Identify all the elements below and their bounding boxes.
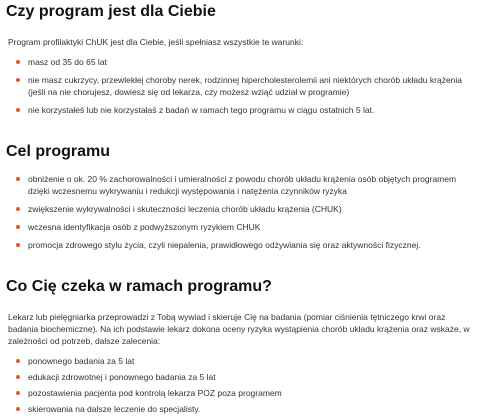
bullet-icon bbox=[16, 407, 20, 411]
section-title: Co Cię czeka w ramach programu? bbox=[6, 278, 272, 295]
section-title: Czy program jest dla Ciebie bbox=[6, 3, 216, 20]
list-item bbox=[16, 203, 471, 215]
bullet-icon bbox=[16, 391, 20, 395]
list-item-text: pozostawienia pacjenta pod kontrolą lekarza POZ poza programem bbox=[28, 388, 282, 398]
list-item bbox=[16, 173, 471, 197]
bullet-list bbox=[16, 56, 471, 116]
bullet-list bbox=[16, 355, 471, 415]
list-item bbox=[16, 56, 471, 68]
list-item-text: zwiększenie wykrywalności i skuteczności leczenia chorób układu krążenia (CHUK) bbox=[28, 204, 342, 214]
section-intro: Program profilaktyki ChUK jest dla Ciebie, jeśli spełniasz wszystkie te warunki: bbox=[8, 37, 304, 47]
bullet-list bbox=[16, 173, 471, 251]
bullet-icon bbox=[16, 78, 20, 82]
bullet-icon bbox=[16, 243, 20, 247]
bullet-icon bbox=[16, 375, 20, 379]
list-item-text: edukacji zdrowotnej i ponownego badania za 5 lat bbox=[28, 372, 216, 382]
list-item bbox=[16, 239, 471, 251]
list-item-text: ponownego badania za 5 lat bbox=[28, 356, 135, 366]
section-title: Cel programu bbox=[6, 143, 111, 160]
list-item bbox=[16, 104, 471, 116]
bullet-icon bbox=[16, 60, 20, 64]
list-item-text: nie korzystałeś lub nie korzystałaś z badań w ramach tego programu w ciągu ostatnich 5 lat. bbox=[28, 105, 375, 115]
list-item-text: skierowania na dalsze leczenie do specjalisty. bbox=[28, 404, 201, 414]
list-item-text: obniżenie o ok. 20 % zachorowalności i umieralności z powodu chorób układu krążenia osób objętych programem dzięki wczesnemu wykrywaniu i redukcji występowania i natężenia czynników ryzyka bbox=[28, 174, 457, 196]
bullet-icon bbox=[16, 225, 20, 229]
bullet-icon bbox=[16, 359, 20, 363]
section-intro: Lekarz lub pielęgniarka przeprowadzi z Tobą wywiad i skieruje Cię na badania (pomiar ciśnienia tętniczego krwi oraz badania biochemiczne). Na ich podstawie lekarz dokona oceny ryzyka wystąpienia chorób układu krążenia oraz wskaże, w zależności od potrzeb, dalsze zalecenia: bbox=[8, 312, 470, 346]
list-item-text: wczesna identyfikacja osób z podwyższonym ryzykiem CHUK bbox=[28, 222, 261, 232]
bullet-icon bbox=[16, 177, 20, 181]
list-item bbox=[16, 403, 471, 415]
list-item-text: masz od 35 do 65 lat bbox=[28, 57, 107, 67]
list-item bbox=[16, 221, 471, 233]
list-item-text: nie masz cukrzycy, przewlekłej choroby nerek, rodzinnej hipercholesterolemii ani niektórych chorób układu krążenia (jeśli na nie chorujesz, dowiesz się od lekarza, czy możesz wziąć udział w programie) bbox=[28, 75, 463, 97]
bullet-icon bbox=[16, 108, 20, 112]
list-item bbox=[16, 387, 471, 399]
list-item bbox=[16, 371, 471, 383]
list-item-text: promocja zdrowego stylu życia, czyli niepalenia, prawidłowego odżywiania się oraz aktywności fizycznej. bbox=[28, 240, 421, 250]
list-item bbox=[16, 355, 471, 367]
bullet-icon bbox=[16, 207, 20, 211]
list-item bbox=[16, 74, 471, 98]
